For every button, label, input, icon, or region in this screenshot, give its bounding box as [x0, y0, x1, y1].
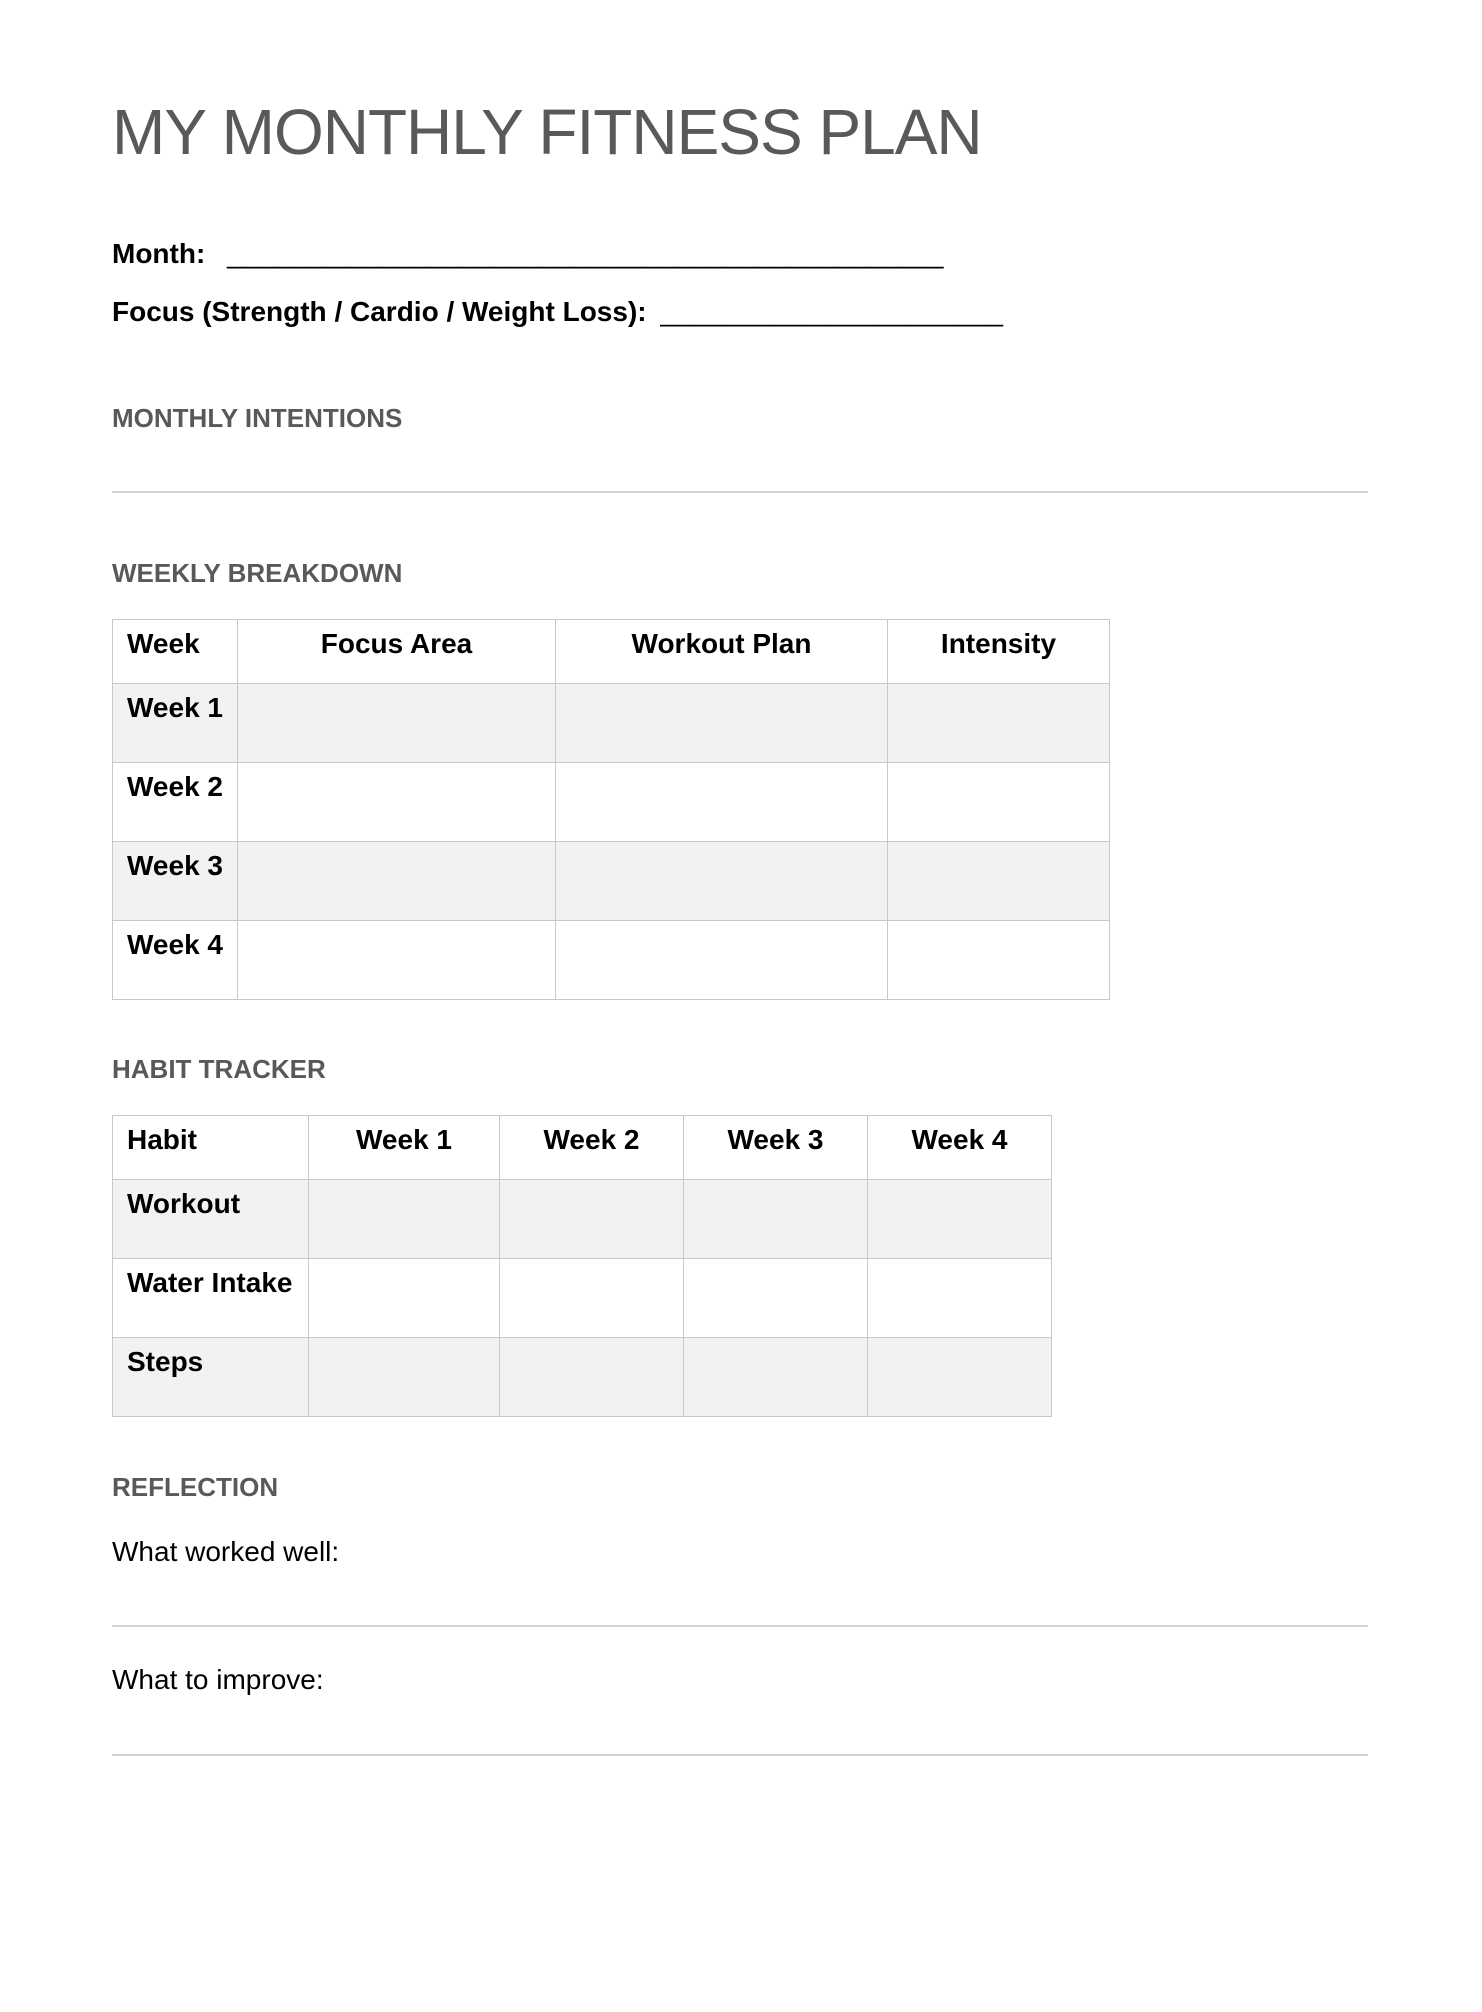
table-cell[interactable] [500, 1338, 684, 1417]
habit-tracker-heading: HABIT TRACKER [112, 1054, 326, 1084]
row-label: Water Intake [113, 1259, 309, 1338]
table-row [113, 921, 1110, 1000]
column-header-week-4: Week 4 [868, 1116, 1052, 1180]
table-cell[interactable] [684, 1259, 868, 1338]
table-cell[interactable] [868, 1259, 1052, 1338]
page-title: MY MONTHLY FITNESS PLAN [112, 96, 982, 168]
column-header-week-1: Week 1 [309, 1116, 500, 1180]
improve-writing-line[interactable] [112, 1754, 1368, 1756]
column-header-week: Week [113, 620, 238, 684]
table-cell[interactable] [556, 684, 888, 763]
row-label: Workout [113, 1180, 309, 1259]
table-cell[interactable] [500, 1259, 684, 1338]
row-label: Steps [113, 1338, 309, 1417]
column-header-habit: Habit [113, 1116, 309, 1180]
table-cell[interactable] [556, 921, 888, 1000]
table-cell[interactable] [238, 842, 556, 921]
month-blank-line[interactable]: ______________________________________________ [227, 238, 944, 269]
table-row [113, 842, 1110, 921]
habit-tracker-table [112, 1115, 1052, 1417]
worked-well-writing-line[interactable] [112, 1625, 1368, 1627]
table-row [113, 1180, 1052, 1259]
focus-field [112, 298, 1003, 326]
column-header-week-2: Week 2 [500, 1116, 684, 1180]
intentions-writing-line[interactable] [112, 491, 1368, 493]
row-label: Week 4 [113, 921, 238, 1000]
focus-label: Focus (Strength / Cardio / Weight Loss): [112, 296, 647, 327]
table-cell[interactable] [556, 763, 888, 842]
table-cell[interactable] [684, 1338, 868, 1417]
what-worked-well-prompt: What worked well: [112, 1536, 340, 1567]
table-cell[interactable] [309, 1259, 500, 1338]
focus-blank-line[interactable]: ______________________ [660, 296, 1003, 327]
table-row [113, 1259, 1052, 1338]
table-row [113, 684, 1110, 763]
table-cell[interactable] [684, 1180, 868, 1259]
table-cell[interactable] [868, 1338, 1052, 1417]
weekly-breakdown-table [112, 619, 1110, 1000]
table-cell[interactable] [309, 1338, 500, 1417]
table-cell[interactable] [309, 1180, 500, 1259]
table-cell[interactable] [888, 684, 1110, 763]
table-header-row [113, 620, 1110, 684]
table-cell[interactable] [868, 1180, 1052, 1259]
month-field [112, 240, 943, 268]
column-header-focus-area: Focus Area [238, 620, 556, 684]
weekly-breakdown-heading: WEEKLY BREAKDOWN [112, 558, 403, 588]
table-cell[interactable] [238, 921, 556, 1000]
what-to-improve-prompt: What to improve: [112, 1664, 324, 1695]
table-row [113, 1338, 1052, 1417]
row-label: Week 2 [113, 763, 238, 842]
table-row [113, 763, 1110, 842]
table-cell[interactable] [556, 842, 888, 921]
table-cell[interactable] [238, 684, 556, 763]
column-header-workout-plan: Workout Plan [556, 620, 888, 684]
table-cell[interactable] [888, 763, 1110, 842]
monthly-intentions-heading: MONTHLY INTENTIONS [112, 403, 403, 433]
column-header-week-3: Week 3 [684, 1116, 868, 1180]
table-cell[interactable] [500, 1180, 684, 1259]
column-header-intensity: Intensity [888, 620, 1110, 684]
table-cell[interactable] [888, 921, 1110, 1000]
table-header-row [113, 1116, 1052, 1180]
table-cell[interactable] [238, 763, 556, 842]
row-label: Week 3 [113, 842, 238, 921]
table-cell[interactable] [888, 842, 1110, 921]
row-label: Week 1 [113, 684, 238, 763]
month-label: Month: [112, 238, 206, 269]
reflection-heading: REFLECTION [112, 1472, 279, 1502]
